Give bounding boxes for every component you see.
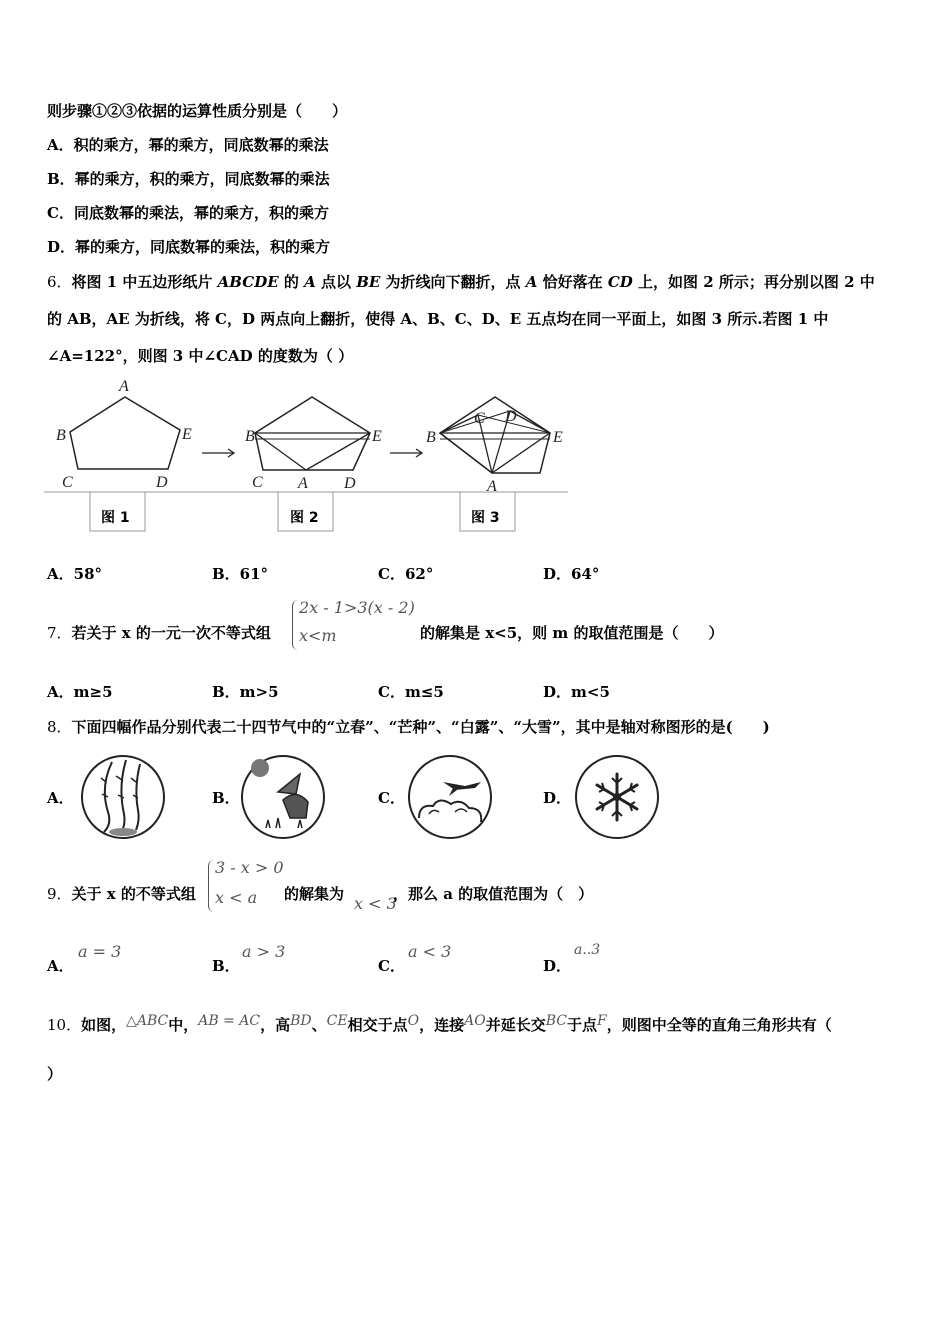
q8-option-c: C． [378,789,405,807]
q8-option-d: D． [543,789,572,807]
q10-text: 如图， [81,1016,127,1034]
q7-option-d: D．m<5 [543,683,610,701]
q7-stem-a [47,623,271,643]
caption-1: 图 1 [101,510,130,526]
q6-line2: 的 AB，AE 为折线，将 C，D 两点向上翻折，使得 A、B、C、D、E 五点均在同一平面上，如图 3 所示.若图 1 中 [47,310,829,328]
figure1-label-d: D [156,474,168,491]
q9-option-b: B． [212,957,240,975]
q9-number: 9． [47,885,72,903]
q9-ineq2: x < a [215,888,258,907]
q8-option-b: B． [212,789,240,807]
caption-3: 图 3 [471,510,500,526]
q8-option-a: A． [47,789,74,807]
q9-brace [208,860,215,912]
figure3-label-c: C [474,410,485,427]
figure3-label-b: B [426,429,436,446]
q9-solution: x < 3 [354,894,397,913]
figure3-label-d: D [505,408,517,425]
q8-stem [47,717,770,737]
q9-text-a: 关于 x 的不等式组 [71,885,196,903]
q6-option-d: D．64° [543,565,600,583]
q6-text: 为折线向下翻折，点 [380,273,526,291]
q8-image-d [572,752,662,842]
q10-text: 相交于点 [347,1016,408,1034]
q6-line3: ∠A=122°，则图 3 中∠CAD 的度数为（ ） [47,347,354,365]
q6-italic: A [304,273,316,291]
q7-ineq2: x<m [299,626,337,645]
figure2-label-c: C [252,474,263,491]
figure1-label-e: E [182,426,192,443]
q9-option-b-math: a > 3 [242,942,286,961]
q5-option-a: A．积的乘方，幂的乘方，同底数幂的乘法 [47,136,329,154]
q10-line1 [47,1015,832,1036]
q10-math: F [597,1013,607,1029]
q6-italic: ABCDE [217,273,279,291]
figure2-label-e: E [372,428,382,445]
q7-option-b: B．m>5 [212,683,279,701]
figure1-label-b: B [56,427,66,444]
q6-figures [40,375,580,535]
q10-math: △ABC [126,1013,169,1029]
q10-math: BD [290,1013,312,1029]
q9-option-d-math: a..3 [574,942,601,958]
q6-text: 点以 [315,273,357,291]
q9-ineq1: 3 - x > 0 [215,858,284,877]
figure2-label-a: A [298,475,308,492]
q10-text: 并延长交 [485,1016,546,1034]
q10-text: ，高 [260,1016,291,1034]
q10-number: 10． [47,1016,82,1034]
q9-option-a-math: a = 3 [78,942,122,961]
q10-math: O [407,1013,420,1029]
q9-stem-a [47,884,196,904]
q10-math: AB = AC [198,1013,261,1029]
figure2-label-b: B [245,428,255,445]
q10-text: 、 [311,1016,327,1034]
q10-line2: ） [47,1065,63,1083]
q6-line1 [47,272,875,292]
q5-option-d: D．幂的乘方，同底数幂的乘法，积的乘方 [47,238,331,256]
q6-number: 6． [47,273,72,291]
figure1-label-a: A [119,378,129,395]
q8-text: 下面四幅作品分别代表二十四节气中的“立春”、“芒种”、“白露”、“大雪”，其中是轴对称图形的是( ) [71,718,770,736]
q6-option-b: B．61° [212,565,269,583]
q5-option-b: B．幂的乘方，积的乘方，同底数幂的乘法 [47,170,330,188]
q8-image-c [405,752,495,842]
q10-math: BC [545,1013,567,1029]
q6-option-a: A．58° [47,565,103,583]
q10-text: 于点 [567,1016,598,1034]
figure1-label-c: C [62,474,73,491]
q6-text: 将图 1 中五边形纸片 [71,273,218,291]
q6-italic: CD [607,273,633,291]
q8-image-b [238,752,328,842]
q7-ineq1: 2x - 1>3(x - 2) [299,598,415,617]
q8-number: 8． [47,718,72,736]
q9-option-c: C． [378,957,405,975]
q10-text: ，则图中全等的直角三角形共有（ [606,1016,832,1034]
q6-italic: A [525,273,538,291]
q10-math: AO [464,1013,486,1029]
q5-option-c: C．同底数幂的乘法，幂的乘方，积的乘方 [47,204,329,222]
q6-text: 的 [278,273,305,291]
q10-text: 中， [168,1016,199,1034]
q6-option-c: C．62° [378,565,434,583]
q7-option-a: A．m≥5 [47,683,113,701]
q9-stem-c: ，那么 a 的取值范围为（ ） [393,885,594,903]
figure3-label-a: A [487,478,497,495]
q8-image-a [78,752,168,842]
q9-stem-b: 的解集为 [284,885,345,903]
q7-option-c: C．m≤5 [378,683,444,701]
figure3-bc [440,415,478,433]
q7-text-a: 若关于 x 的一元一次不等式组 [71,624,271,642]
q7-number: 7． [47,624,72,642]
q5-stem: 则步骤①②③依据的运算性质分别是（ ） [47,102,348,120]
figure1-pentagon [70,397,180,469]
q7-stem-b: 的解集是 x<5，则 m 的取值范围是（ ） [420,624,724,642]
q6-italic: BE [356,273,381,291]
q6-text: 恰好落在 [537,273,608,291]
q9-option-a: A． [47,957,74,975]
q9-option-d: D． [543,957,572,975]
figure2-label-d: D [344,475,356,492]
q7-brace [292,600,299,650]
q9-option-c-math: a < 3 [408,942,452,961]
q6-text: 上，如图 2 所示；再分别以图 2 中 [632,273,875,291]
q10-math: CE [326,1013,348,1029]
caption-2: 图 2 [290,510,319,526]
figure3-label-e: E [553,429,563,446]
q10-text: ，连接 [419,1016,465,1034]
